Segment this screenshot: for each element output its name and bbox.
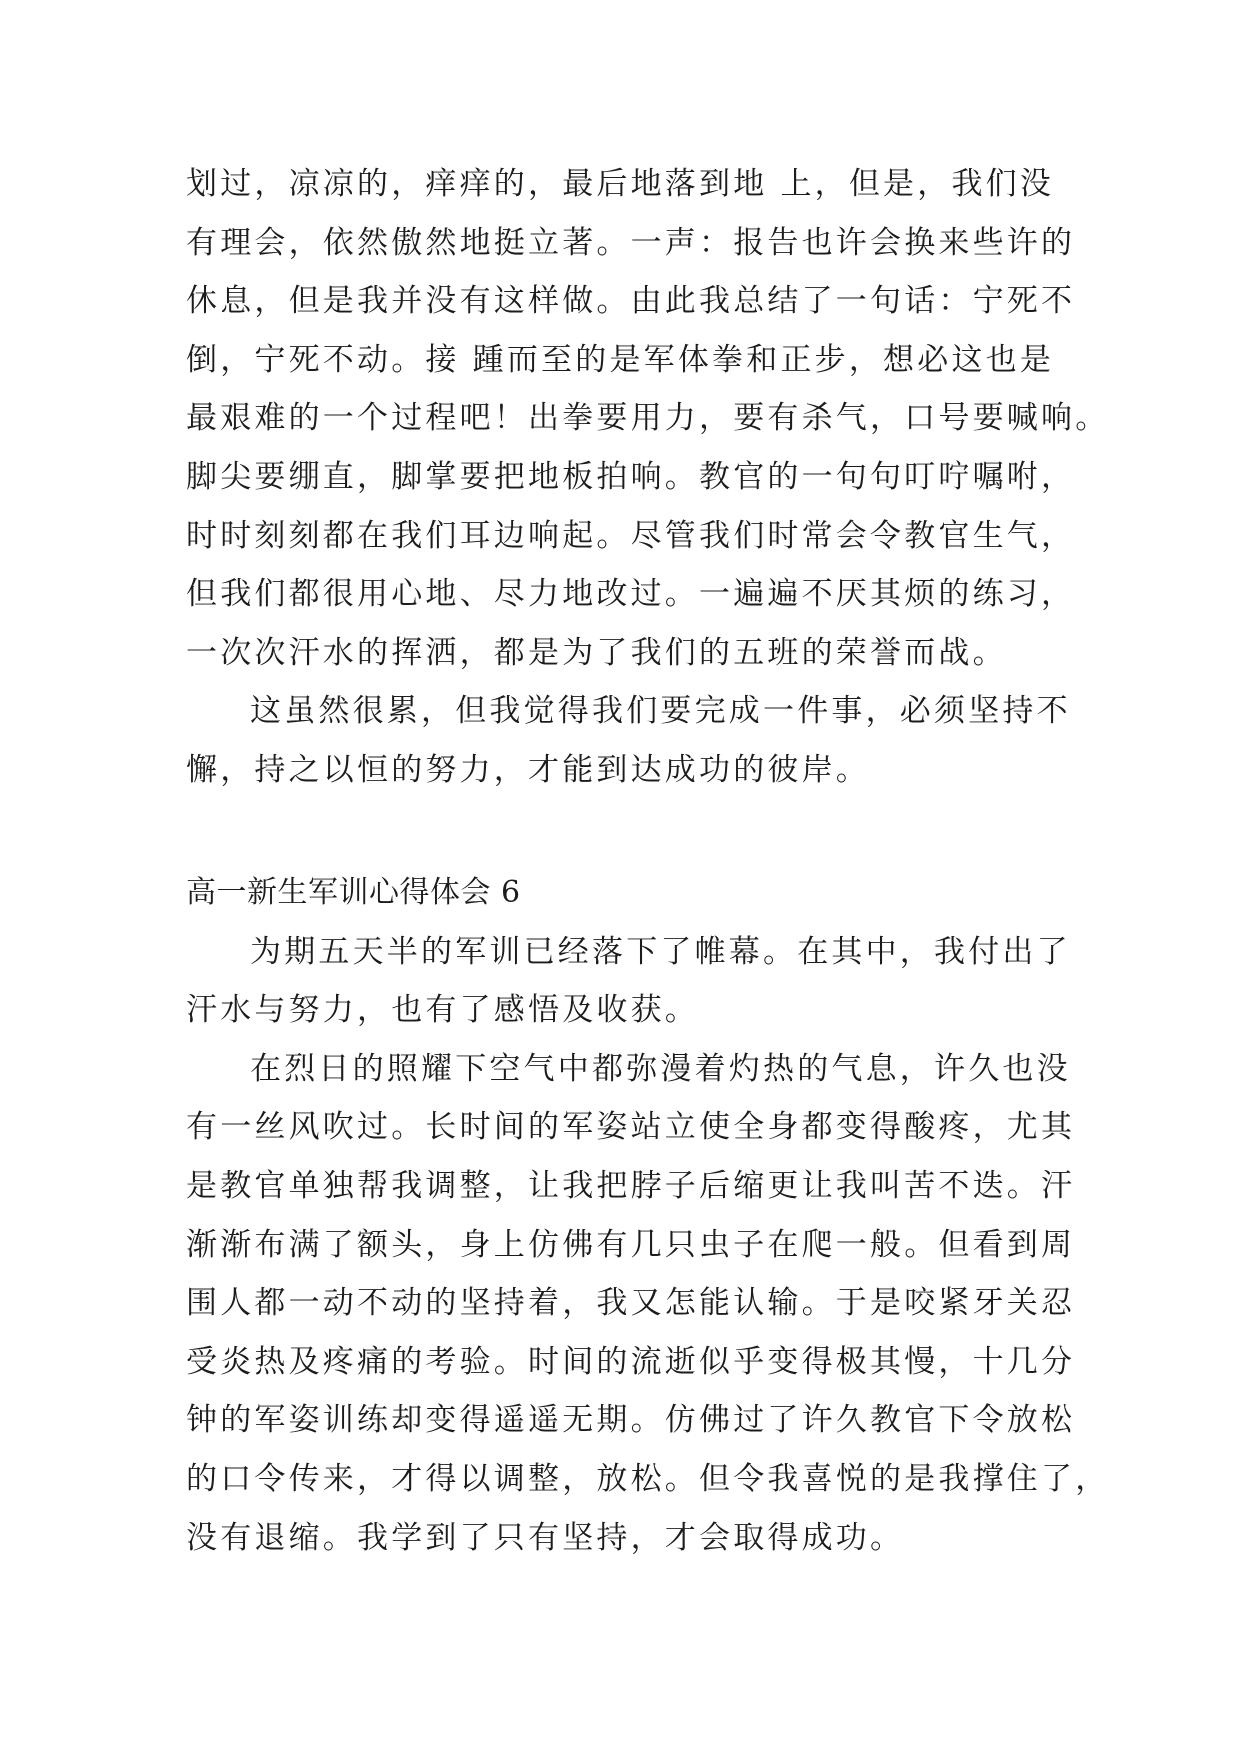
text-line: 渐渐布满了额头，身上仿佛有几只虫子在爬一般。但看到周 [186,1226,1076,1263]
text-line: 的口令传来，才得以调整，放松。但令我喜悦的是我撑住了， [186,1460,1110,1497]
text-line: 围人都一动不动的坚持着，我又怎能认输。于是咬紧牙关忍 [186,1285,1076,1322]
text-line: 最艰难的一个过程吧！出拳要用力，要有杀气，口号要喊响。 [186,400,1110,437]
text-block-2 [186,864,1110,1567]
text-line: 受炎热及疼痛的考验。时间的流逝似乎变得极其慢，十几分 [186,1343,1076,1380]
text-line: 划过，凉凉的，痒痒的，最后地落到地 上，但是，我们没 [186,166,1055,202]
text-line: 钟的军姿训练却变得遥遥无期。仿佛过了许久教官下令放松 [186,1402,1076,1439]
text-line: 懈，持之以恒的努力，才能到达成功的彼岸。 [186,751,870,788]
text-line: 没有退缩。我学到了只有坚持，才会取得成功。 [186,1519,905,1556]
section-title: 高一新生军训心得体会 6 [186,875,521,910]
text-line: 休息，但是我并没有这样做。由此我总结了一句话：宁死不 [186,283,1076,320]
paragraph-first-line: 为期五天半的军训已经落下了帷幕。在其中，我付出了 [250,933,1071,970]
text-line: 倒，宁死不动。接 踵而至的是军体拳和正步，想必这也是 [186,341,1055,378]
text-line: 是教官单独帮我调整，让我把脖子后缩更让我叫苦不迭。汗 [186,1167,1076,1204]
text-line: 脚尖要绷直，脚掌要把地板拍响。教官的一句句叮咛嘱咐， [186,458,1076,495]
paragraph-first-line: 这虽然很累，但我觉得我们要完成一件事，必须坚持不 [250,693,1071,730]
text-line: 有理会，依然傲然地挺立著。一声：报告也许会换来些许的 [186,224,1076,261]
text-line: 一次次汗水的挥洒，都是为了我们的五班的荣誉而战。 [186,634,1007,671]
paragraph-first-line: 在烈日的照耀下空气中都弥漫着灼热的气息，许久也没 [250,1050,1071,1087]
text-line: 时时刻刻都在我们耳边响起。尽管我们时常会令教官生气， [186,517,1076,554]
text-line: 但我们都很用心地、尽力地改过。一遍遍不厌其烦的练习， [186,576,1076,613]
text-line: 汗水与努力，也有了感悟及收获。 [186,992,699,1029]
text-line: 有一丝风吹过。长时间的军姿站立使全身都变得酸疼，尤其 [186,1109,1076,1146]
text-block-1 [186,155,1110,800]
